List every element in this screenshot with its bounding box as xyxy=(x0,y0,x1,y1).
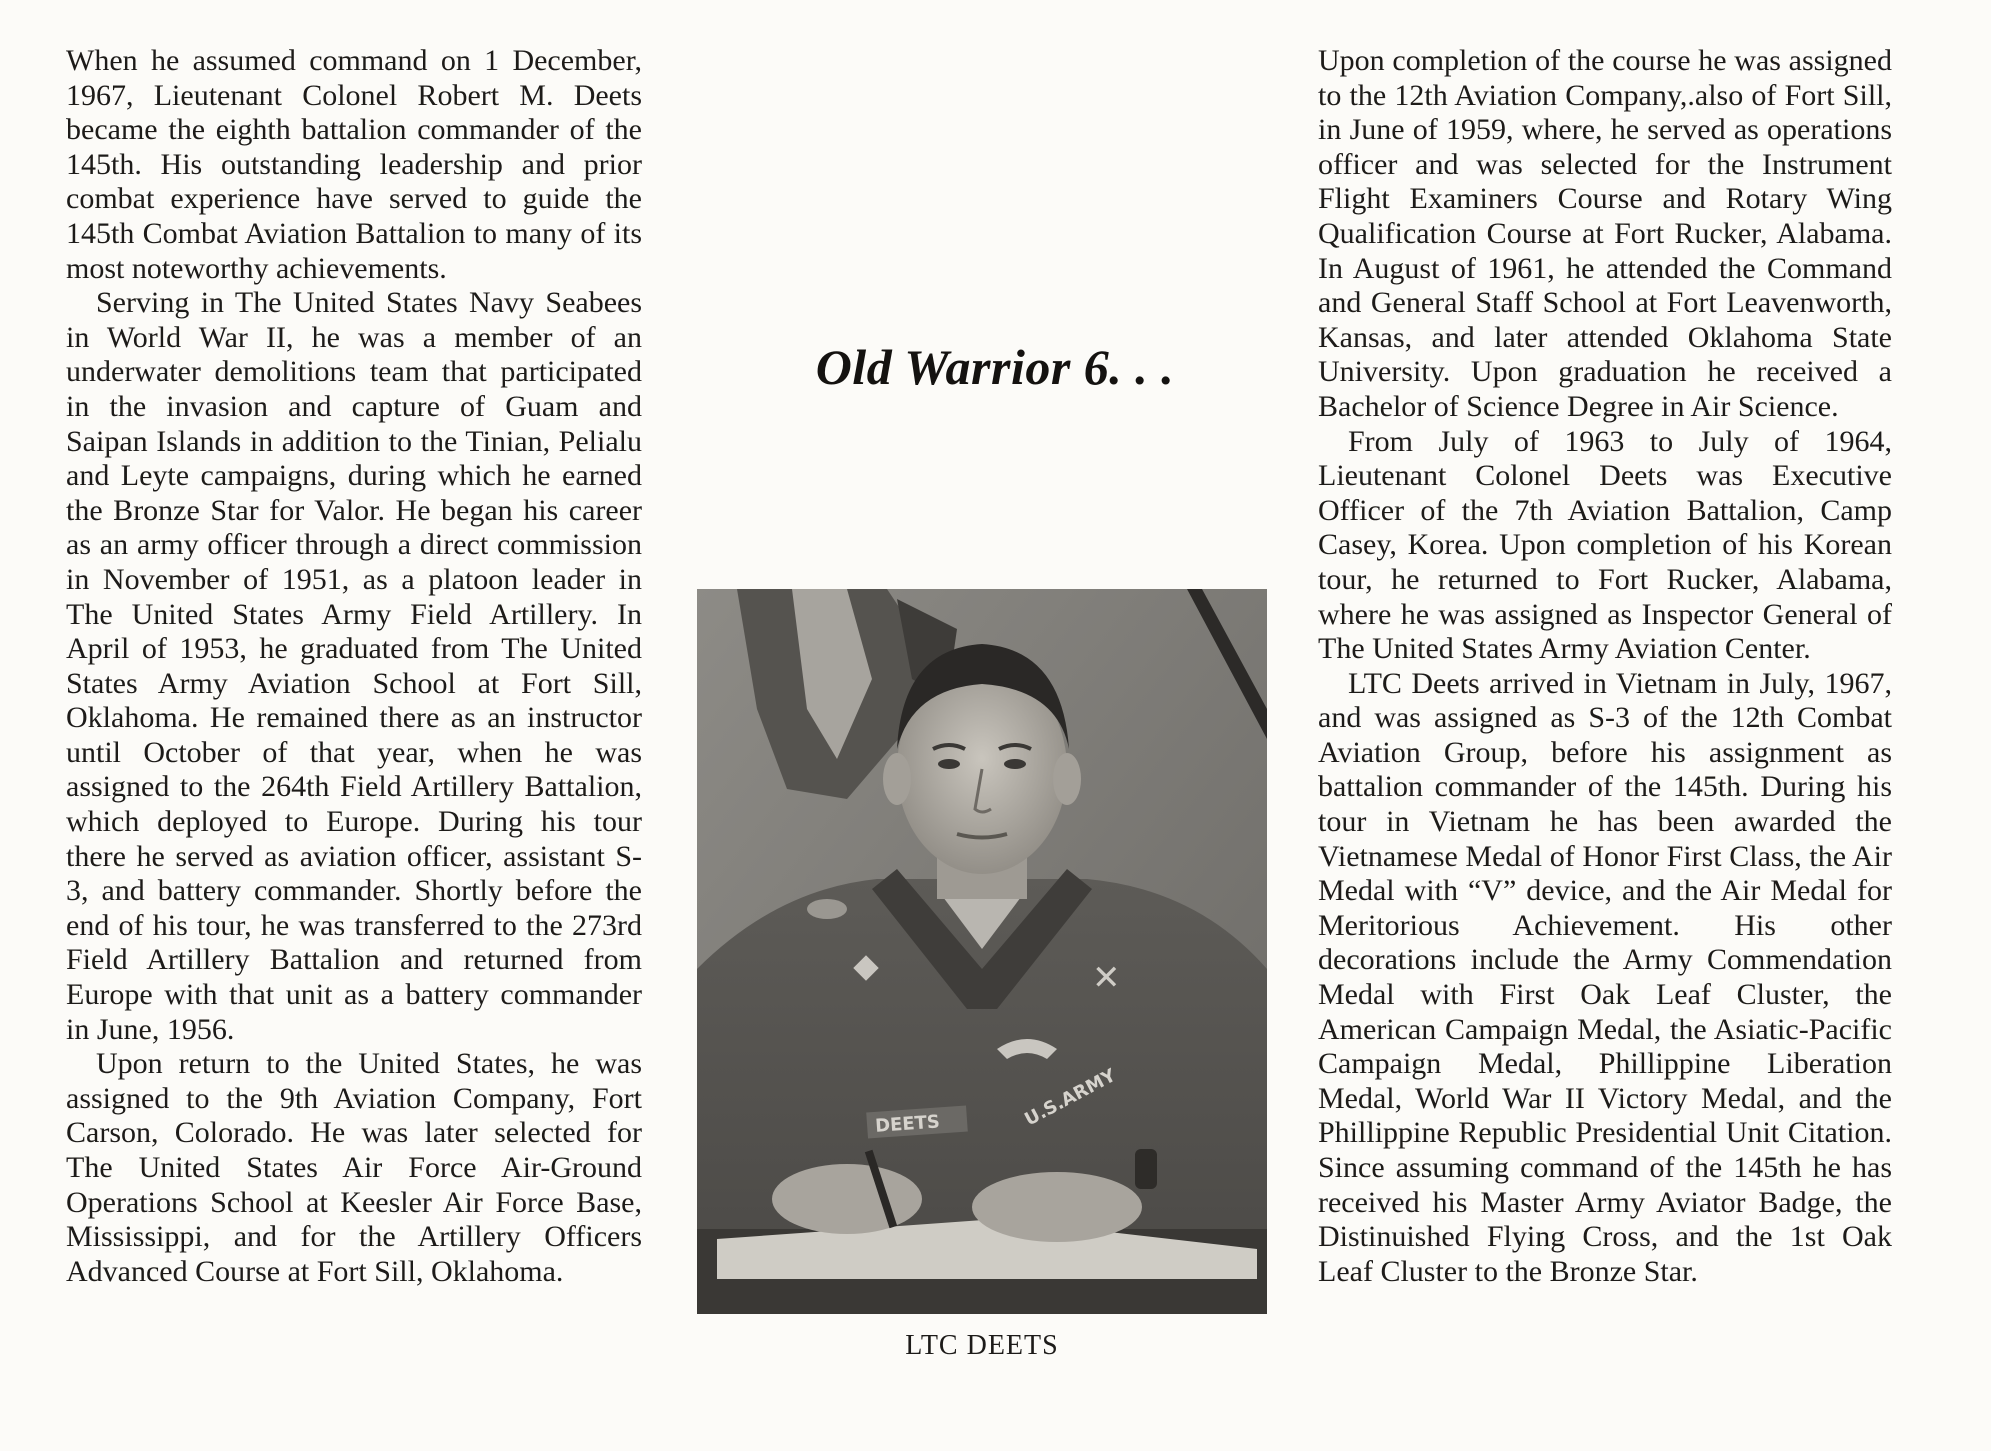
right-paragraph-2: From July of 1963 to July of 1964, Lieutenant Colonel Deets was Executive Officer of the 7th Aviation Battalion, Camp Casey, Korea. Upon completion of his Korean tour, he returned to Fort Rucker, Alabama, where he was assigned as Inspector General of The United States Army Aviation Center. xyxy=(1318,424,1892,666)
portrait-illustration xyxy=(697,589,1267,1314)
svg-text:✕: ✕ xyxy=(1092,958,1121,998)
left-paragraph-1: When he assumed command on 1 December, 1967, Lieutenant Colonel Robert M. Deets became the eighth battalion commander of the 145th. His outstanding leadership and prior combat experience have served to guide the 145th Combat Aviation Battalion to many of its most noteworthy achievements. xyxy=(66,44,642,285)
left-paragraph-3: Upon return to the United States, he was assigned to the 9th Aviation Company, Fort Carson, Colorado. He was later selected for The United States Air Force Air-Ground Operations School at Keesler Air Force Base, Mississippi, and for the Artillery Officers Advanced Course at Fort Sill, Oklahoma. xyxy=(66,1047,642,1288)
name-tape-text: DEETS xyxy=(874,1111,941,1137)
right-paragraph-3: LTC Deets arrived in Vietnam in July, 1967, and was assigned as S-3 of the 12th Combat Aviation Group, before his assignment as battalion commander of the 145th. During his tour in Vietnam he has been awarded the Vietnamese Medal of Honor First Class, the Air Medal with “V” device, and the Air Medal for Meritorious Achievement. His other decorations include the Army Commendation Medal with First Oak Leaf Cluster, the American Campaign Medal, the Asiatic-Pacific Campaign Medal, Phillippine Liberation Medal, World War II Victory Medal, and the Phillippine Republic Presidential Unit Citation. Since assuming command of the 145th he has received his Master Army Aviator Badge, the Distinuished Flying Cross, and the 1st Oak Leaf Cluster to the Bronze Star. xyxy=(1318,666,1892,1288)
left-text-column xyxy=(66,44,642,1289)
left-paragraph-2: Serving in The United States Navy Seabees in World War II, he was a member of an underwater demolitions team that participated in the invasion and capture of Guam and Saipan Islands in addition to the Tinian, Pelialu and Leyte campaigns, during which he earned the Bronze Star for Valor. He began his career as an army officer through a direct commission in November of 1951, as a platoon leader in The United States Army Field Artillery. In April of 1953, he graduated from The United States Army Aviation School at Fort Sill, Oklahoma. He remained there as an instructor until October of that year, when he was assigned to the 264th Field Artillery Battalion, which deployed to Europe. During his tour there he served as aviation officer, assistant S-3, and battery commander. Shortly before the end of his tour, he was transferred to the 273rd Field Artillery Battalion and returned from Europe with that unit as a battery commander in June, 1956. xyxy=(66,286,642,1046)
service-tape-text: U.S.ARMY xyxy=(1021,1064,1120,1131)
right-paragraph-1: Upon completion of the course he was assigned to the 12th Aviation Company,.also of Fort Sill, in June of 1959, where, he served as operations officer and was selected for the Instrument Flight Examiners Course and Rotary Wing Qualification Course at Fort Rucker, Alabama. In August of 1961, he attended the Command and General Staff School at Fort Leavenworth, Kansas, and later attended Oklahoma State University. Upon graduation he received a Bachelor of Science Degree in Air Science. xyxy=(1318,44,1892,423)
photo-caption: LTC DEETS xyxy=(905,1330,1059,1361)
portrait-photo xyxy=(697,589,1267,1314)
right-text-column xyxy=(1318,44,1892,1289)
article-title: Old Warrior 6. . . xyxy=(815,339,1175,395)
